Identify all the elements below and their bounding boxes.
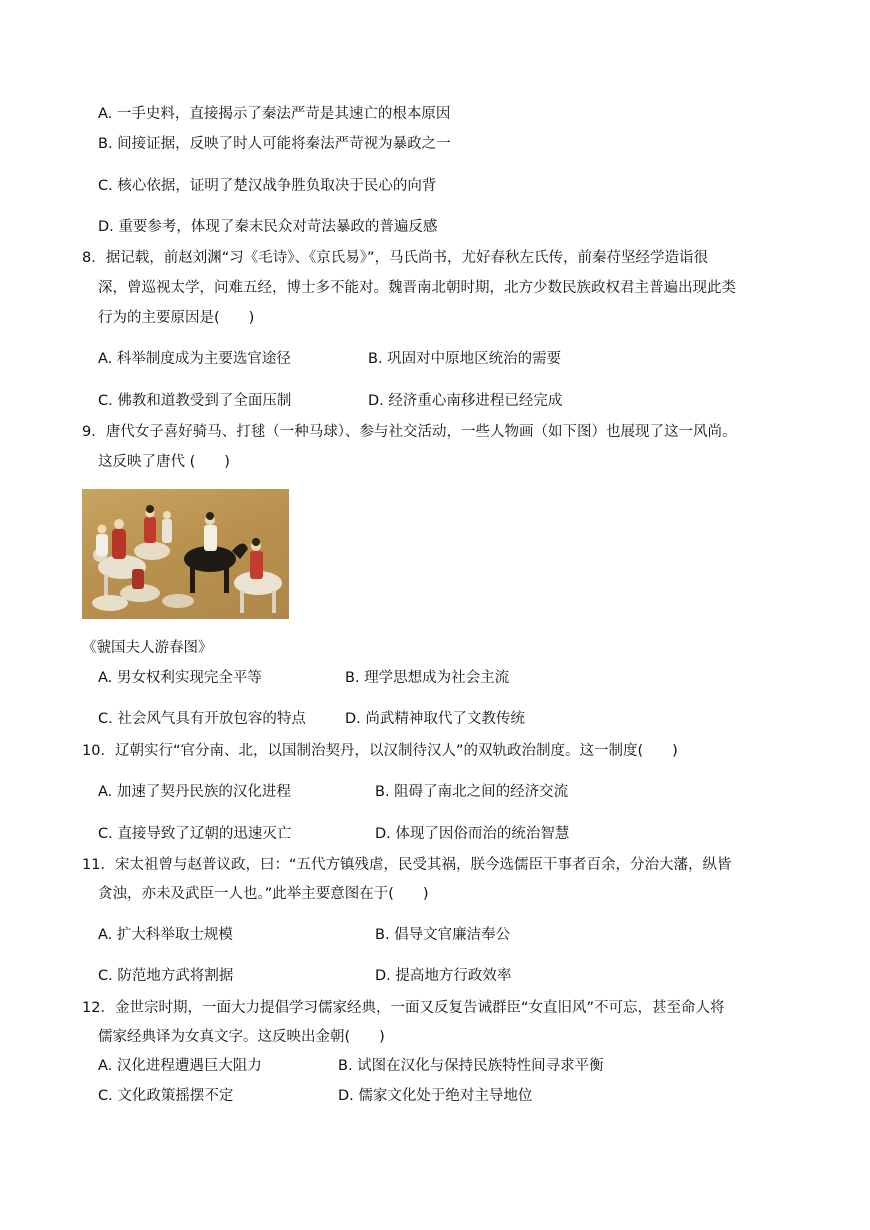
- q12-option-d: D. 儒家文化处于绝对主导地位: [338, 1088, 533, 1104]
- painting-illustration: [82, 489, 289, 619]
- q11-stem-line-2: 贪浊，亦未及武臣一人也。”此举主要意图在于( ): [98, 886, 429, 902]
- q12-stem-line-1: 12．金世宗时期，一面大力提倡学习儒家经典，一面又反复告诫群臣“女直旧风”不可忘，甚至命人将: [82, 1000, 725, 1016]
- q9-painting-caption: 《虢国夫人游春图》: [82, 640, 213, 656]
- q11-option-a: A. 扩大科举取士规模: [98, 927, 233, 943]
- q9-option-c: C. 社会风气具有开放包容的特点: [98, 711, 306, 727]
- q11-stem-line-1: 11．宋太祖曾与赵普议政，曰：“五代方镇残虐，民受其祸，朕今选儒臣干事者百余，分治大藩，纵皆: [82, 857, 732, 873]
- q11-option-c: C. 防范地方武将割据: [98, 968, 234, 984]
- q8-option-c: C. 佛教和道教受到了全面压制: [98, 393, 292, 409]
- q8-stem-line-3: 行为的主要原因是( ): [98, 310, 255, 326]
- q10-option-d: D. 体现了因俗而治的统治智慧: [375, 826, 570, 842]
- q10-stem-line-1: 10．辽朝实行“官分南、北，以国制治契丹，以汉制待汉人”的双轨政治制度。这一制度( ): [82, 743, 678, 759]
- q7-option-c: C. 核心依据，证明了楚汉战争胜负取决于民心的向背: [98, 178, 437, 194]
- q10-option-b: B. 阻碍了南北之间的经济交流: [375, 784, 569, 800]
- q12-option-c: C. 文化政策摇摆不定: [98, 1088, 234, 1104]
- q10-option-c: C. 直接导致了辽朝的迅速灭亡: [98, 826, 292, 842]
- q8-option-a: A. 科举制度成为主要选官途径: [98, 351, 291, 367]
- q7-option-a: A. 一手史料，直接揭示了秦法严苛是其速亡的根本原因: [98, 106, 451, 122]
- q8-option-b: B. 巩固对中原地区统治的需要: [368, 351, 562, 367]
- spring-outing-painting-image: [82, 489, 289, 619]
- q12-option-b: B. 试图在汉化与保持民族特性间寻求平衡: [338, 1058, 604, 1074]
- q8-stem-line-1: 8．据记载，前赵刘渊“习《毛诗》、《京氏易》”，马氏尚书，尤好春秋左氏传，前秦苻坚经学造诣很: [82, 250, 708, 266]
- q12-option-a: A. 汉化进程遭遇巨大阻力: [98, 1058, 262, 1074]
- q9-option-a: A. 男女权利实现完全平等: [98, 670, 262, 686]
- q7-option-d: D. 重要参考，体现了秦末民众对苛法暴政的普遍反感: [98, 219, 438, 235]
- q10-option-a: A. 加速了契丹民族的汉化进程: [98, 784, 291, 800]
- q11-option-b: B. 倡导文官廉洁奉公: [375, 927, 511, 943]
- q8-option-d: D. 经济重心南移进程已经完成: [368, 393, 563, 409]
- q7-option-b: B. 间接证据，反映了时人可能将秦法严苛视为暴政之一: [98, 136, 451, 152]
- q9-stem-line-2: 这反映了唐代 ( ): [98, 454, 230, 470]
- q12-stem-line-2: 儒家经典译为女真文字。这反映出金朝( ): [98, 1029, 385, 1045]
- q11-option-d: D. 提高地方行政效率: [375, 968, 512, 984]
- q9-option-d: D. 尚武精神取代了文教传统: [345, 711, 525, 727]
- q8-stem-line-2: 深，曾巡视太学，问难五经，博士多不能对。魏晋南北朝时期，北方少数民族政权君主普遍出现此类: [98, 280, 736, 296]
- q9-stem-line-1: 9．唐代女子喜好骑马、打毬（一种马球）、参与社交活动，一些人物画（如下图）也展现了这一风尚。: [82, 424, 737, 440]
- q9-option-b: B. 理学思想成为社会主流: [345, 670, 510, 686]
